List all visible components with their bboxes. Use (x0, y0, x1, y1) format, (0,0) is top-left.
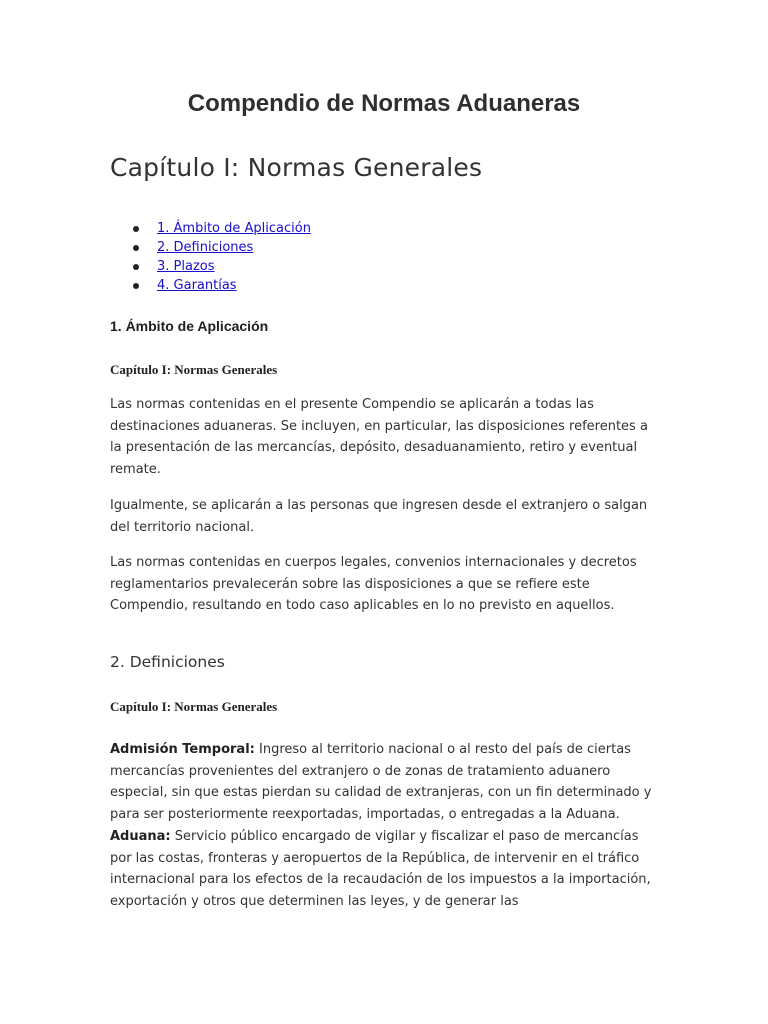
paragraph: Igualmente, se aplicarán a las personas que ingresen desde el extranjero o salgan del territorio nacional. (110, 498, 648, 535)
bullet-icon (133, 283, 139, 289)
definition-term: Admisión Temporal: (110, 742, 255, 757)
toc-item (110, 219, 311, 238)
section-subheading: Capítulo I: Normas Generales (110, 699, 278, 714)
section-subheading: Capítulo I: Normas Generales (110, 362, 278, 377)
definition-item (110, 826, 662, 913)
paragraph: Las normas contenidas en el presente Compendio se aplicarán a todas las destinaciones aduaneras. Se incluyen, en particular, las disposiciones referentes a la presentación de las mercancías, depósito, desaduanamiento, retiro y eventual remate. (110, 397, 648, 478)
table-of-contents (110, 219, 311, 295)
definition-item (110, 739, 662, 826)
toc-link-ambito[interactable]: 1. Ámbito de Aplicación (157, 221, 311, 236)
section-heading-ambito: 1. Ámbito de Aplicación (110, 318, 269, 334)
toc-link-garantias[interactable]: 4. Garantías (157, 278, 237, 293)
chapter-title: Capítulo I: Normas Generales (110, 153, 483, 182)
bullet-icon (133, 226, 139, 232)
definition-text: Ingreso al territorio nacional o al resto del país de ciertas mercancías provenientes del extranjero o de zonas de tratamiento aduanero especial, sin que estas pierdan su calidad de extranjeras, con un fin determinado y para ser posteriormente reexportadas, importadas, o entregadas a la Aduana. (110, 742, 652, 823)
definitions-list (110, 739, 662, 913)
bullet-icon (133, 245, 139, 251)
toc-link-definiciones[interactable]: 2. Definiciones (157, 240, 254, 255)
toc-item (110, 276, 311, 295)
section-heading-definiciones: 2. Definiciones (110, 653, 225, 671)
paragraph: Las normas contenidas en cuerpos legales, convenios internacionales y decretos reglamentarios prevalecerán sobre las disposiciones a que se refiere este Compendio, resultando en todo caso aplicables en lo no previsto en aquellos. (110, 555, 637, 614)
document-title: Compendio de Normas Aduaneras (187, 90, 581, 117)
bullet-icon (133, 264, 139, 270)
definition-term: Aduana: (110, 828, 171, 844)
toc-item (110, 238, 311, 257)
toc-item (110, 257, 311, 276)
toc-link-plazos[interactable]: 3. Plazos (157, 259, 215, 274)
definition-text: Servicio público encargado de vigilar y fiscalizar el paso de mercancías por las costas, fronteras y aeropuertos de la República, de intervenir en el tráfico internacional para los efectos de la recaudación de los impuestos a la importación, exportación y otros que determinen las leyes, y de generar las (110, 828, 651, 909)
